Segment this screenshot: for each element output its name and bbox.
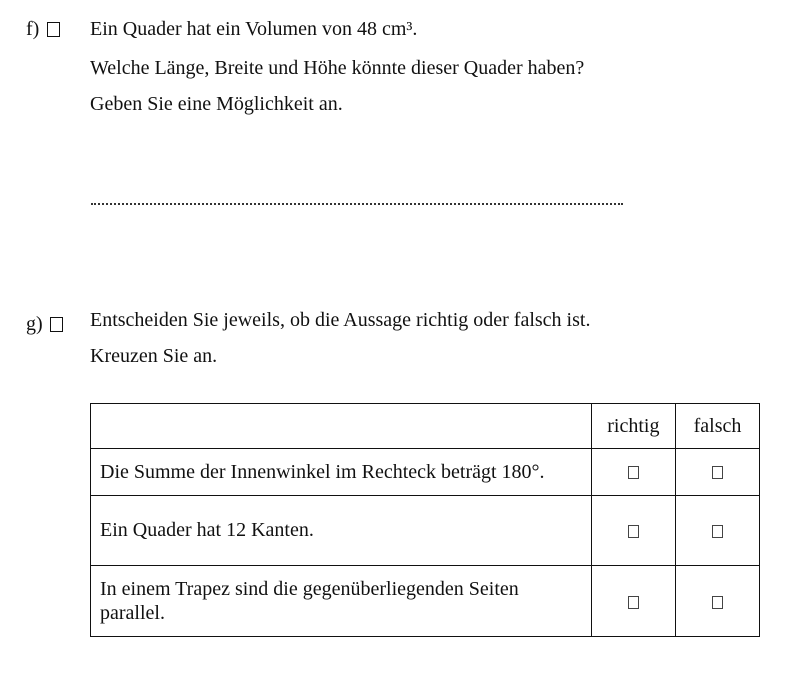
statement-cell: Die Summe der Innenwinkel im Rechteck beträgt 180°.	[91, 449, 592, 496]
task-g-line-1: Entscheiden Sie jeweils, ob die Aussage richtig oder falsch ist.	[90, 309, 591, 331]
falsch-checkbox[interactable]	[712, 466, 723, 479]
falsch-checkbox[interactable]	[712, 596, 723, 609]
task-g-checkbox[interactable]	[50, 317, 63, 332]
table-header-row	[91, 404, 760, 449]
statement-cell: In einem Trapez sind die gegenüberliegenden Seiten parallel.	[91, 566, 592, 637]
task-f-answer-line[interactable]	[91, 203, 623, 205]
task-f-checkbox[interactable]	[47, 22, 60, 37]
table-row	[91, 566, 760, 637]
table-row	[91, 449, 760, 496]
task-f-line-2: Welche Länge, Breite und Höhe könnte dieser Quader haben?	[90, 57, 585, 79]
header-falsch: falsch	[676, 404, 760, 449]
statement-cell: Ein Quader hat 12 Kanten.	[91, 496, 592, 566]
task-g-label: g)	[26, 313, 43, 335]
task-g-line-2: Kreuzen Sie an.	[90, 345, 218, 367]
falsch-checkbox[interactable]	[712, 525, 723, 538]
richtig-checkbox[interactable]	[628, 525, 639, 538]
richtig-checkbox[interactable]	[628, 466, 639, 479]
header-statement	[91, 404, 592, 449]
richtig-checkbox[interactable]	[628, 596, 639, 609]
task-f-line-1: Ein Quader hat ein Volumen von 48 cm³.	[90, 18, 418, 40]
task-f-line-3: Geben Sie eine Möglichkeit an.	[90, 93, 343, 115]
header-richtig: richtig	[591, 404, 675, 449]
table-row	[91, 496, 760, 566]
task-f-label: f)	[26, 18, 40, 40]
statement-table	[90, 403, 760, 637]
